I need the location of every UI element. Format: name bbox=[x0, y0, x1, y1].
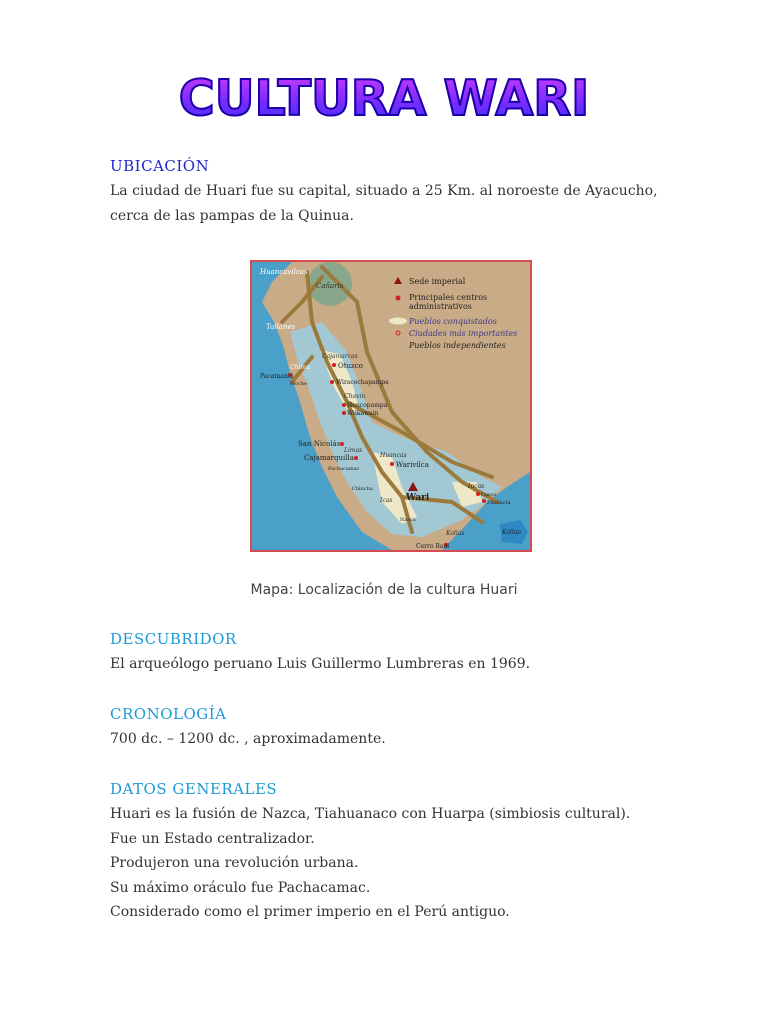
label-chavin: Chavín bbox=[344, 393, 366, 400]
label-cusco: Cusco bbox=[481, 492, 497, 498]
center-honcopampa bbox=[342, 403, 346, 407]
label-chimu: Chimú bbox=[290, 364, 310, 371]
label-nasca: Nasca bbox=[400, 517, 416, 523]
ubicacion-text bbox=[110, 179, 670, 228]
datos-line: Su máximo oráculo fue Pachacamac. bbox=[110, 879, 371, 896]
page-title: CULTURA WARI bbox=[0, 70, 768, 127]
label-chincha: Chincha bbox=[352, 486, 373, 492]
center-symbol-icon bbox=[396, 296, 401, 301]
label-icas: Icas bbox=[380, 497, 393, 504]
label-wilkawain: Wilkawain bbox=[347, 410, 379, 417]
label-cajamarcas: Cajamarcas bbox=[322, 353, 358, 360]
heading-cronologia: CRONOLOGÍA bbox=[110, 705, 227, 723]
label-honcopampa: Honcopampa bbox=[347, 402, 388, 409]
label-huancas: Huancas bbox=[380, 452, 407, 459]
label-cerro-baul: Cerro Baúl bbox=[416, 543, 450, 550]
heading-descubridor: DESCUBRIDOR bbox=[110, 630, 237, 648]
label-wiracochapampa: Wiracochapampa bbox=[336, 379, 389, 386]
label-otuzco: Otuzco bbox=[338, 362, 363, 370]
map-illustration bbox=[252, 262, 530, 550]
conquered-symbol-icon bbox=[389, 318, 407, 325]
datos-line: Considerado como el primer imperio en el Perú antiguo. bbox=[110, 904, 510, 920]
label-wari: Wari bbox=[406, 493, 430, 503]
label-san-nicolas: San Nicolás bbox=[298, 440, 341, 448]
section-datos-generales bbox=[110, 780, 670, 925]
center-san-nicolas bbox=[340, 442, 344, 446]
legend-sede: Sede imperial bbox=[409, 277, 466, 286]
map-caption: Mapa: Localización de la cultura Huari bbox=[250, 582, 518, 598]
legend-conquistados: Pueblos conquistados bbox=[409, 317, 497, 326]
label-moche: Moche bbox=[290, 381, 308, 387]
label-limas: Limas bbox=[344, 447, 363, 454]
label-kollas: Kollas bbox=[446, 530, 465, 537]
datos-line: Fue un Estado centralizador. bbox=[110, 830, 315, 847]
label-incas: Incas bbox=[468, 483, 485, 490]
cronologia-line: 700 dc. – 1200 dc. , aproximadamente. bbox=[110, 731, 386, 747]
center-wilkawain bbox=[342, 411, 346, 415]
legend-centros-2: administrativos bbox=[409, 302, 472, 311]
legend-centros-1: Principales centros bbox=[409, 293, 488, 302]
label-pacatnamu: Pacatnamú bbox=[260, 373, 294, 380]
center-wiracochapampa bbox=[330, 380, 334, 384]
label-cajamarquilla: Cajamarquilla bbox=[304, 454, 354, 462]
label-pachacamac: Pachacamac bbox=[328, 466, 360, 472]
center-pikillacta bbox=[482, 499, 486, 503]
label-pikillacta: Pikillacta bbox=[487, 500, 511, 506]
heading-ubicacion: UBICACIÓN bbox=[110, 157, 210, 175]
legend-independientes: Pueblos independientes bbox=[409, 341, 506, 350]
center-warivilca bbox=[390, 462, 394, 466]
section-cronologia bbox=[110, 705, 670, 752]
section-descubridor bbox=[110, 630, 670, 677]
section-ubicacion bbox=[110, 157, 670, 228]
label-huancavilcas: Huancavilcas bbox=[260, 268, 308, 276]
label-warivilca: Warivilca bbox=[396, 461, 429, 469]
center-cajamarquilla bbox=[354, 456, 358, 460]
center-otuzco bbox=[332, 363, 336, 367]
datos-generales-text bbox=[110, 802, 670, 925]
center-cusco bbox=[476, 492, 480, 496]
descubridor-line: El arqueólogo peruano Luis Guillermo Lumbreras en 1969. bbox=[110, 656, 531, 672]
heading-datos-generales: DATOS GENERALES bbox=[110, 780, 278, 798]
legend-ciudades: Ciudades más importantes bbox=[409, 329, 518, 338]
ubicacion-line-2: cerca de las pampas de la Quinua. bbox=[110, 207, 354, 224]
datos-line: Produjeron una revolución urbana. bbox=[110, 855, 359, 871]
cronologia-text bbox=[110, 727, 670, 752]
label-tallanes: Tallanes bbox=[266, 323, 296, 331]
map-figure bbox=[250, 260, 532, 552]
label-canaris: Cañaris bbox=[316, 282, 344, 290]
ubicacion-line-1: La ciudad de Huari fue su capital, situado a 25 Km. al noroeste de Ayacucho, bbox=[110, 183, 658, 199]
descubridor-text bbox=[110, 652, 670, 677]
datos-line: Huari es la fusión de Nazca, Tiahuanaco con Huarpa (simbiosis cultural). bbox=[110, 806, 631, 822]
label-kollao: Kollao bbox=[502, 529, 521, 536]
